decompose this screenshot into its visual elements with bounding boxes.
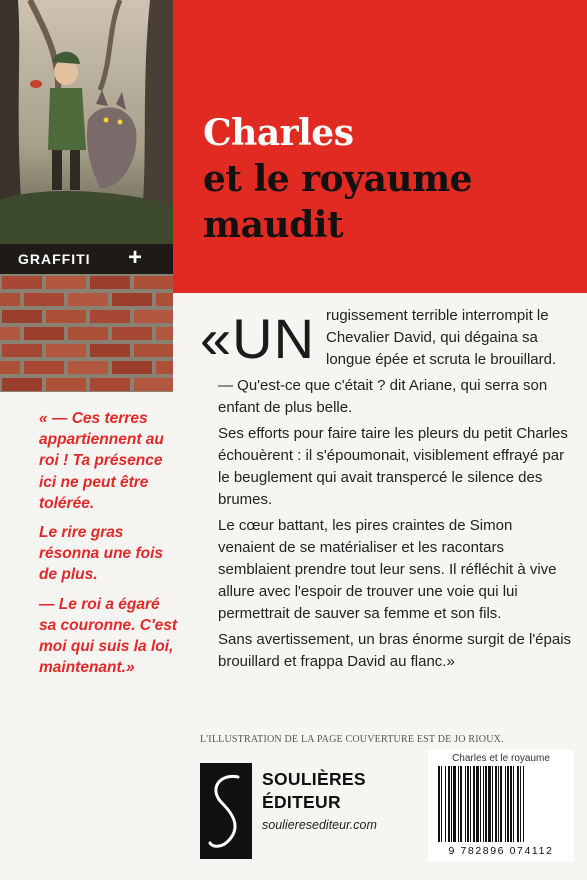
brick [156,361,173,374]
series-banner [0,244,173,274]
barcode-bar [460,766,462,842]
brick [134,378,173,391]
barcode-bar [445,766,446,842]
brick [24,293,64,306]
publisher-name-line-1: SOULIÈRES [262,769,366,789]
barcode-bar [485,766,487,842]
brick [46,276,86,289]
brick [0,327,20,340]
publisher-logo [200,763,252,859]
barcode-bar [467,766,469,842]
barcode-bar [476,766,479,842]
brick [90,378,130,391]
barcode-bar [510,766,512,842]
barcode-bar [458,766,459,842]
barcode-bar [492,766,493,842]
brick [2,310,42,323]
barcode-bar [505,766,506,842]
publisher-s-icon [200,763,252,859]
brick [112,361,152,374]
quote-paragraph: « — Ces terres appartiennent au roi ! Ta présence ici ne peut être tolérée. [39,410,164,512]
brick [0,361,20,374]
book-title [203,110,472,248]
brick [46,378,86,391]
excerpt-paragraph: Sans avertissement, un bras énorme surgit de l'épais brouillard et frappa David au flanc.» [218,631,572,670]
barcode-bar [448,766,450,842]
barcode-bar [507,766,509,842]
brick [90,310,130,323]
publisher-url: soulieresediteur.com [262,818,377,832]
brick [68,293,108,306]
excerpt-paragraph: rugissement terrible interrompit le Chevalier David, qui dégaina sa longue épée et scruta le brouillard. [326,307,557,368]
barcode-bar [495,766,497,842]
barcode-bar [451,766,452,842]
brick [68,361,108,374]
excerpt-paragraph: Le cœur battant, les pires craintes de Simon venaient de se matérialiser et les racontars semblaient prendre tout leur sens. Il réfléchit à vive allure avec l'espoir de trouver une voie qui lui permettrait de sauver sa femme et son fils. [218,517,557,622]
brick-wall-image [0,274,173,392]
barcode-bar [480,766,481,842]
title-line-1: Charles [203,112,354,154]
barcode-bar [520,766,521,842]
brick [90,344,130,357]
excerpt-paragraph: Ses efforts pour faire taire les pleurs du petit Charles échouèrent : il s'époumonait, visiblement effrayé par le beuglement qui avait transpercé le silence des brumes. [218,425,568,508]
illustration-art [0,0,173,244]
title-line-3: maudit [203,204,344,246]
brick [134,344,173,357]
brick [46,310,86,323]
barcode-bar [465,766,466,842]
series-name: GRAFFITI [18,251,91,267]
barcode-caption: Charles et le royaume [452,753,550,764]
barcode-bar [453,766,456,842]
quote-paragraph: — Le roi a égaré sa couronne. C'est moi qui suis la loi, maintenant.» [39,595,178,677]
excerpt-paragraph: — Qu'est-ce que c'était ? dit Ariane, qui serra son enfant de plus belle. [218,377,548,416]
barcode-bar [523,766,524,842]
barcode-bars [428,766,574,846]
brick [156,327,173,340]
plus-icon: + [128,244,144,271]
publisher-name-line-2: ÉDITEUR [262,792,341,812]
brick [2,344,42,357]
brick [24,327,64,340]
barcode-bar [470,766,471,842]
barcode-bar [488,766,491,842]
barcode-bar [473,766,475,842]
brick [24,361,64,374]
barcode [428,750,574,862]
barcode-number: 9 782896 074112 [448,845,554,857]
cover-illustration [0,0,173,244]
brick [0,293,20,306]
title-panel [173,0,587,293]
brick [112,293,152,306]
brick [2,378,42,391]
drop-cap: «UN [200,307,316,370]
barcode-bar [441,766,442,842]
brick [68,327,108,340]
title-line-2: et le royaume [203,158,473,200]
brick [134,276,173,289]
pull-quote [39,408,181,686]
publisher-name [262,768,366,814]
quote-paragraph: Le rire gras résonna une fois de plus. [39,524,164,584]
barcode-bar [483,766,484,842]
illustrator-credit: L'ILLUSTRATION DE LA PAGE COUVERTURE EST DE JO RIOUX. [200,734,504,745]
brick [112,327,152,340]
brick [90,276,130,289]
brick [134,310,173,323]
brick [2,276,42,289]
brick [156,293,173,306]
barcode-bar [517,766,519,842]
excerpt [200,295,572,673]
brick-pattern [0,274,173,392]
barcode-bar [438,766,440,842]
barcode-bar [498,766,499,842]
barcode-bar [500,766,502,842]
barcode-bar [513,766,514,842]
brick [46,344,86,357]
